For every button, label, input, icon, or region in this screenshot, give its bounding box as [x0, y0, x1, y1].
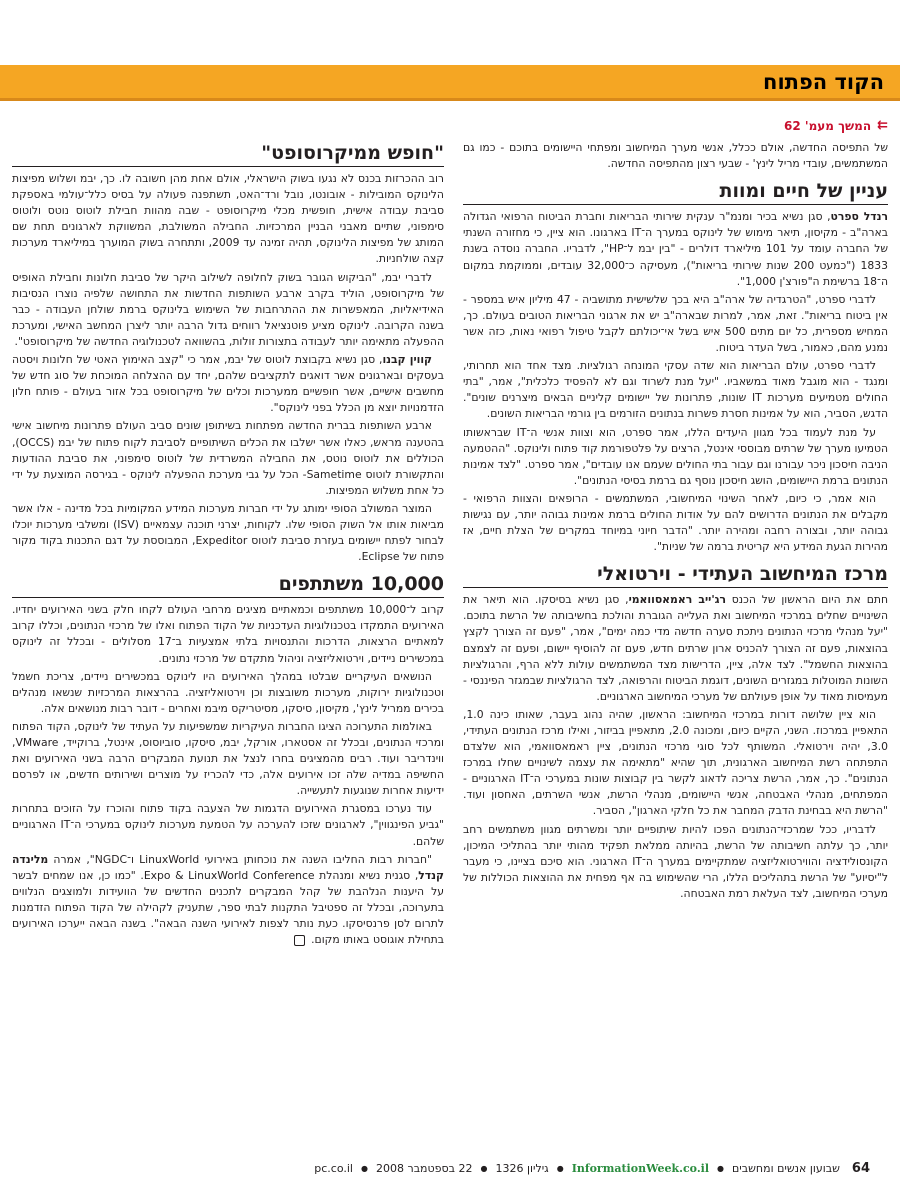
intro-paragraph: של התפיסה החדשה, אולם ככלל, אנשי מערך המיחשוב ומפתחי היישומים בתוכם - כמו גם המשתמשים, עובדי מריל לינץ' - שבעי רצון מהתפיסה החדשה.: [463, 141, 888, 171]
section-title: הקוד הפתוח: [763, 69, 884, 94]
magazine-name: שבועון אנשים ומחשבים: [732, 1161, 840, 1175]
paragraph: לדברי ספרט, "הטרגדיה של ארה"ב היא בכך שלשישית מתושביה - 47 מיליון איש במספר - אין ביטוח בריאות". זאת, אמר, למרות שבארה"ב יש את ארגוני הבריאות הטובים בעולם. כך, המחיש מספרית, כל יום מתים 500 איש בשל אי־יכולתם לקבל טיפול רפואי נאות, כזה אשר נמנע מהם, כאמור, בשל העדר ביטוח.: [463, 292, 888, 355]
end-square-icon: [294, 935, 305, 946]
paragraph: רנדל ספרט, סגן נשיא בכיר ומנמ"ר ענקית שירותי הבריאות וחברת הביטוח הרפואי הגדולה בארה"ב - מקיסון, תיאר מימוש של לינוקס במערך ה־IT בארגונו. הוא ציין, כי מחזורה השנתי של החברה עומד על 101 מיליארד דולרים - "בין יבמ ל־HP", לדבריו. החברה נוסדה בשנת 1833 ("כמעט 200 שנות שירותי בריאות"), מעסיקה כ־32,000 עובדים, וממוקמת במקום ה־18 ברשימת ה"פורצ'ן 1,000".: [463, 210, 888, 288]
left-column: [12, 142, 444, 950]
paragraph: הוא אמר, כי כיום, לאחר השינוי המיחשובי, המשתמשים - הרופאים והצוות הרפואי - מקבלים את הנתונים הדרושים להם על אודות החולים ברמת אמינות גבוהה יותר, עם נגישות גבוהה יותר, ובצורה רחבה ומהירה יותר. "הדבר חיוני במיוחד במקרים של הצלת חיים, אז מהירות הגעת המידע היא קריטית ברמה של שניות".: [463, 491, 888, 554]
subheading-life-death: עניין של חיים ומוות: [463, 180, 888, 205]
paragraph: עוד נערכו במסגרת האירועים הדגמות של הצעבה בקוד פתוח והוכרז על הזוכים בתחרות "גביע הפינגווין", לארגונים שזכו להערכה על הטמעת מערכות לינוקס במערכי ה־IT הארגוניים שלהם.: [12, 802, 444, 848]
double-arrow-icon: ⇇: [877, 118, 888, 133]
continuation-note: [463, 118, 888, 134]
paragraph: ארבע השותפות בברית החדשה מפתחות בשיתופן שונים סביב העולם פתרונות מיחשוב אישי בהטענה מראש, כאלו אשר ישלבו את הכלים השיתופיים לסביבת לקוח פתוח של יבמ (OCCS), הכוללים את לוטוס נוטס, את החבילה המשרדית של לוטוס סימפוני, את סביבת ההודעות והתקשורת לוטוס Sametime- הכל על גבי מערכת ההפעלה לינוקס - בגירסה המוצעת על ידי כל אחת משלוש המפיצות.: [12, 419, 444, 497]
person-name: קווין קבנו: [382, 353, 432, 367]
paragraph: לדברי ספרט, עולם הבריאות הוא שדה עסקי המונחה רגולציות. מצד אחד הוא תחרותי, ומנגד - הוא מוגבל מאוד במשאביו. "יעל מנת לשרוד וגם לא להפסיד כלכלית", אמר, "בתי החולים מטמיעים מערכות IT שונות, פתרונות של יישומים קליניים הבאים מיצרנים שונים". הדגש, הסביר, הוא על אמינות חסרת פשרות בנתונים הזורמים בין גורמי הבריאות השונים.: [463, 359, 888, 421]
paragraph: "חברות רבות החליבו השנה את נוכחותן באירועי LinuxWorld ו־NGDC", אמרה מלינדה קנדל, סגנית נשיא ומנהלת Expo & LinuxWorld Conference. "כמו כן, אנו שמחים לבשר על היענות הנלהבת של קהל המבקרים לתכנים החדשים של הוועידות ולמוצגים הנלווים בתערוכה, ובכלל זה ספטיבל התקנות לבתי ספר, שתעניק לקהילה של הקוד הפתוח הזדמנות לתרום לסן פרנסיסקו. כעת נותר לצפות לאירועי השנה הבאה". בשנה הבאה ייערכו האירועים בתחילת אוגוסט באותו מקום.: [12, 852, 444, 947]
site-link-pc[interactable]: pc.co.il: [314, 1161, 353, 1175]
bullet-icon: ●: [556, 1163, 564, 1173]
subheading-virtual-datacenter: מרכז המיחשוב העתידי - וירטואלי: [463, 563, 888, 588]
paragraph: קרוב ל־10,000 משתתפים וכמאתיים מציגים מרחבי העולם לקחו חלק בשני האירועים יחדיו. האירועים התמקדו בטכנולוגיות העדכניות של הקוד הפתוח ואלו של מרכזי הנתונים, וכללו קרוב למאתיים הרצאות, הדרכות והתנסויות בלתי אמצעיות ב־17 מסלולים - ובכלל זה לינוקס במכשירים ניידים, וירטואליזציה וניהול מתקדם של מרכזי נתונים.: [12, 603, 445, 665]
subheading-participants: 10,000 משתתפים: [12, 573, 444, 598]
paragraph: הוא ציין שלושה דורות במרכזי המיחשוב: הראשון, שהיה נהוג בעבר, שאותו כינה 1.0, התאפיין במרכוז. השני, הקיים כיום, ומכונה 2.0, מתאפיין בביזור, ואילו מרכז הנתונים העתידי, 3.0, יהיה וירטואלי. המשותף לכל סוגי מרכזי הנתונים, ציין ראמאסוואמי, הוא שלצדם התפתחה רשת המיחשוב הארגונית, תוך שהיא "מתאימה את עצמה לשינויים שחלו במרכז הנתונים". כך, אמר, הרשת צריכה לדאוג לקשר בין קבוצות שונות במערכי ה־IT הארגוניים - המפתחים, מנהלי האבטחה, אנשי היישומים, מנהלי הרשת, אנשי השרתים, האחסון ועוד. "הרשת היא בבחינת הדבק המחבר את כל חלקי הארגון", הסביר.: [463, 707, 889, 818]
paragraph: באולמות התערוכה הציגו החברות העיקריות שמשפיעות על העתיד של לינוקס, הקוד הפתוח ומרכזי הנתונים, ובכלל זה אסטארו, אורקל, יבמ, סיסקו, סוביוסוס, אינטל, ברוקייד, VMware, ווינדריבר ועוד. רבים מהמציגים בחרו לנצל את תנועת המבקרים הרבה בשני האירועים ואת החשיפה במדיה שלה זכו אירועים אלה, כדי להכריז על מוצרים ושירותים חדשים, או לפרסם ידיעות אחרות שנוגעות לתעשייה.: [12, 719, 444, 798]
issue-number: גיליון 1326: [495, 1161, 549, 1175]
paragraph: קווין קבנו, סגן נשיא בקבוצת לוטוס של יבמ, אמר כי "קצב האימוץ האטי של חלונות ויסטה בעסקים ובארגונים אשר דואגים לתקציבים שלהם, יחד עם ההצלחה המוכחת של סוג חדש של מחשבים אישיים, אשר חופשיים ממערכות וכלים של מיקרוסופט בכל אזור בעולם - פותח חלון הזדמנויות יוצא מן הכלל בפני לינוקס".: [12, 353, 444, 415]
paragraph: לדברי יבמ, "הביקוש הגובר בשוק לחלופה לשילוב היקר של סביבת חלונות וחבילת האופיס של מיקרוסופט, הוליד בקרב ארבע השותפות החדשות את התחושה שלפיה נוצרו הנסיבות האידיאליות, המאפשרות את ההתרחבות של השימוש בלינוקס ברמת שולחן העבודה - כבר בשנה הקרובה. לינוקס מציע פוטנציאל רווחים גדול הרבה יותר ליצרן המחשב האישי, ומערכת ההפעלה מתאימה יותר לעבודה בתצורות זולות, בהשוואה לטכנולוגיה החדשה של מיקרוסופט".: [12, 270, 444, 348]
paragraph: לדבריו, ככל שמרכזי־הנתונים הפכו להיות שיתופיים יותר ומשרתים מגוון משתמשים רחב יותר, כך עלתה חשיבותה של הרשת, בהיותה ממלאת תפקיד מהותי יותר בהתליכי המיכון, הקונסולידציה והווירטואליזציה שמתקיימים במערך ה־IT הארגוני. הוא סיכם בציינו, כי מעבר ל"יסיוע" של הרשת בתהליכים הללו, הרי שהשימוש בה אף מפחית את ההוצאות הכוללות של מערכי המיחשוב, לצד העלאת רמת האבטחה.: [463, 822, 888, 900]
subheading-freedom-microsoft: "חופש ממיקרוסופט": [12, 142, 444, 167]
section-header-bar: [0, 65, 900, 98]
bullet-icon: ●: [480, 1163, 488, 1173]
site-link-informationweek[interactable]: InformationWeek.co.il: [571, 1161, 710, 1175]
person-name: רנדל ספרט: [830, 210, 888, 224]
paragraph: המוצר המשולב הסופי ימותג על ידי חברות מערכות המידע המקומיות בכל מדינה - אלו אשר מביאות אותו אל השוק הסופי שלו. לקוחות, יצרני תוכנה עצמאיים (ISV) ומשלבי מערכות יוכלו לבחור לפתח יישומים בעזרת סביבת לוטוס Expeditor, המבוססת על דגם התכנות בקוד מקור פתוח של Eclipse.: [12, 501, 444, 564]
paragraph: הנושאים העיקריים שבלטו במהלך האירועים היו לינוקס במכשירים ניידים, צריכת חשמל וטכנולוגיות ירוקות, מערכות משובצות וכן וירטואליזציה. בהרצאות המרכזיות שנשאו מנהלים בכירים ממריל לינץ', מקיסון, סיסקו, מסיטריקס מיבמ ואחרים - דובר רבות מנושאים אלה.: [12, 669, 444, 715]
person-name: מלינדה קנדל: [12, 852, 444, 882]
paragraph: חתם את היום הראשון של הכנס רג'ייב ראמאסוואמי, סגן נשיא בסיסקו. הוא תיאר את השינויים שחלים במרכזי המיחשוב ואת העלייה הגוברת והולכת בחשיבותה של הרשת בתוכם. "יעל מנהלי מרכזי הנתונים ניתכת סערה חדשה מדי כמה ימים", אמר, "פעם זה הצורך לקצץ בהוצאות, פעם זה הצורך להכניס ארון שרתים חדש, פעם זה להוסיף יישום, ופעם זה לצמצם בהוצאות החשמל". לצד אלה, ציין, הדרישות מצד המשתמשים עולות ללא הרף, והרגולציות השונות המוטלות במגזרים השונים, דוגמת הביטוח והרפואה, לצד הרגולציות שבמגזר הפיננסי - מעמיסות מאוד על אופן פעולתם של מערכי המיחשוב הארגוניים.: [463, 593, 889, 703]
paragraph: על מנת לעמוד בכל מגוון היעדים הללו, אמר ספרט, הוא וצוות אנשי ה־IT שבראשותו הטמיעו מערך של שרתים מבוססי אינטל, הרצים על פלטפורמת קוד פתוח ולינוקס. "ההטמעה הניבה חיסכון ניכר עבורנו וגם עבור בתי החולים שעמם אנו עובדים", אמר ספרט. "לצד אמינות הנתונים ברמת היישומים, הושג חיסכון נוסף גם ברמת בסיסי הנתונים".: [462, 425, 888, 487]
bullet-icon: ●: [717, 1163, 724, 1173]
page-footer: [0, 1156, 900, 1180]
right-column: [463, 118, 888, 904]
person-name: רג'ייב ראמאסוואמי: [628, 593, 726, 607]
issue-date: 22 בספטמבר 2008: [375, 1161, 473, 1175]
bullet-icon: ●: [361, 1163, 368, 1173]
continuation-label: המשך מעמ' 62: [784, 119, 872, 133]
page-number: 64: [851, 1160, 870, 1176]
paragraph: רוב ההכרזות בכנס לא נגעו בשוק הישראלי, אולם אחת מהן חשובה לו. כך, יבמ ושלוש מפיצות הלינוקס המובילות - אובונטו, נובל ורד־האט, תשתפנה פעולה על בסיס כלל־עולמי באספקת סביבת עבודה אישית, חופשית מכלי מיקרוסופט - שבה מהוות חבילת לוטוס נוטס ולוטוס סימפוני, שתיים מאבני הבניין המרכזיות. החבילה המשולבת, המשווקת לארגונים תחת שם המותג של מפיצות הלינוקס, תהיה זמינה עד 2009, ותתחרה בשוק המוערך במיליארד מערכות קצה שולחניות.: [12, 172, 444, 266]
header-underline: [0, 98, 900, 101]
